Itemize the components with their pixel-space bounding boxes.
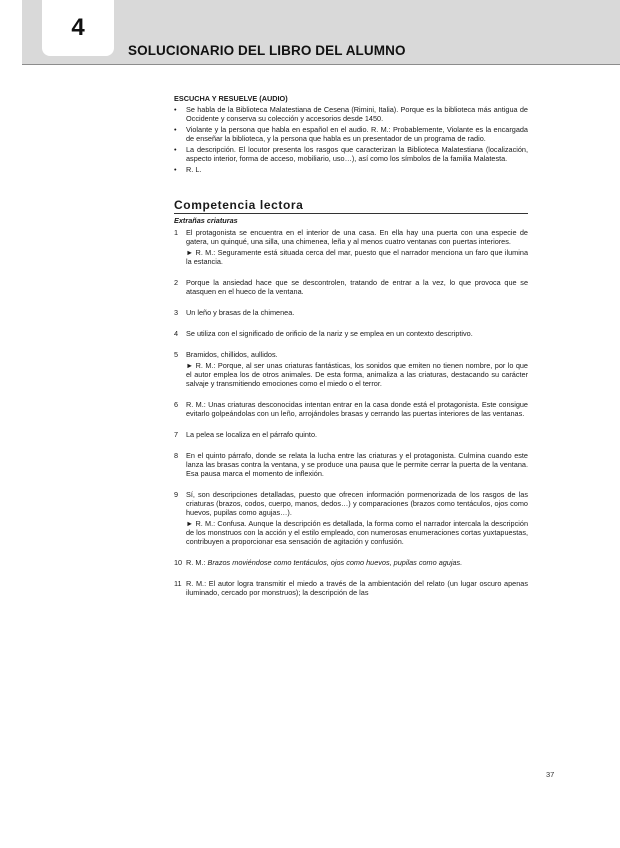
list-item: • La descripción. El locutor presenta los rasgos que caracterizan la Biblioteca Malatestiana (localización, aspecto interior, forma de acceso, mobiliario, uso…), así como los símbolos de la familia Malatesta. xyxy=(174,145,528,163)
answer-number: 1 xyxy=(174,228,179,237)
answer-number: 4 xyxy=(174,329,179,338)
chapter-number: 4 xyxy=(42,0,114,56)
answer-text: R. M.: Unas criaturas desconocidas intentan entrar en la casa donde está el protagonista. Este consigue evitarlo golpeándolas con un leño, arrojándoles brasas y cerrando las puertas interiores de las ventanas. xyxy=(186,400,528,418)
answer-text: ► R. M.: Porque, al ser unas criaturas fantásticas, los sonidos que emiten no tienen nombre, por lo que el autor emplea los de otros animales. De esta forma, animaliza a las criaturas, destacando su carácter salvaje y transmitiendo emociones como el miedo o el terror. xyxy=(186,361,528,388)
answer-text: En el quinto párrafo, donde se relata la lucha entre las criaturas y el protagonista. Culmina cuando este lanza las brasas contra la ventana, y se produce una pausa que le permite cerrar la puerta de la ventana. Esa pausa marca el momento de inflexión. xyxy=(186,451,528,478)
answer-item-1 xyxy=(174,228,528,266)
answer-quote: Brazos moviéndose como tentáculos, ojos como huevos, pupilas como agujas. xyxy=(207,558,463,567)
answer-item-4 xyxy=(174,329,528,338)
answer-number: 6 xyxy=(174,400,179,409)
answer-number: 5 xyxy=(174,350,179,359)
page-content xyxy=(174,94,528,597)
page-number: 37 xyxy=(546,770,555,779)
answer-item-5 xyxy=(174,350,528,388)
answer-item-6 xyxy=(174,400,528,418)
answer-text: Bramidos, chillidos, aullidos. xyxy=(186,350,278,359)
list-item: • Se habla de la Biblioteca Malatestiana de Cesena (Rimini, Italia). Porque es la biblioteca más antigua de Occidente y conserva su colección y accesorios desde 1450. xyxy=(174,105,528,123)
answer-text: El protagonista se encuentra en el interior de una casa. En ella hay una puerta con una especie de gatera, un quinqué, una silla, una chimenea, leña y al menos cuatro ventanas con puertas interiores. xyxy=(186,228,528,246)
answer-item-2 xyxy=(174,278,528,296)
answer-number: 2 xyxy=(174,278,179,287)
answer-text: ► R. M.: Seguramente está situada cerca del mar, puesto que el narrador menciona un faro que ilumina la estancia. xyxy=(186,248,528,266)
answer-item-11 xyxy=(174,579,528,597)
list-item: • Violante y la persona que habla en español en el audio. R. M.: Probablemente, Violante es la encargada de enseñar la biblioteca, y la persona que habla es un presentador de un programa de radio. xyxy=(174,125,528,143)
answer-text: R. M.: El autor logra transmitir el miedo a través de la ambientación del relato (un lugar oscuro apenas iluminado, cercado por monstruos); la descripción de las xyxy=(186,579,528,597)
answer-number: 9 xyxy=(174,490,179,499)
section-title: Competencia lectora xyxy=(174,198,528,214)
answer-number: 11 xyxy=(174,579,182,588)
header-title: SOLUCIONARIO DEL LIBRO DEL ALUMNO xyxy=(128,43,406,58)
audio-section-heading: ESCUCHA Y RESUELVE (AUDIO) xyxy=(174,94,288,103)
answer-item-9 xyxy=(174,490,528,546)
answer-text: Se utiliza con el significado de orificio de la nariz y se emplea en un contexto descriptivo. xyxy=(186,329,473,338)
audio-bullet-list xyxy=(174,105,528,174)
answer-text: ► R. M.: Confusa. Aunque la descripción es detallada, la forma como el narrador intercala la descripción de los monstruos con la acción y el estilo empleado, con numerosas enumeraciones cortas yuxtapuestas, contribuyen a proporcionar esa sensación de agitación y confusión. xyxy=(186,519,528,546)
answer-number: 10 xyxy=(174,558,183,567)
answer-prefix: R. M.: xyxy=(186,558,208,567)
answer-number: 7 xyxy=(174,430,179,439)
answer-number: 3 xyxy=(174,308,179,317)
answer-text xyxy=(186,558,528,567)
list-item: • R. L. xyxy=(174,165,528,174)
answer-text: Porque la ansiedad hace que se descontrolen, tratando de entrar a la vez, lo que provoca que se atasquen en el hueco de la ventana. xyxy=(186,278,528,296)
answer-text: La pelea se localiza en el párrafo quinto. xyxy=(186,430,318,439)
answer-text: Un leño y brasas de la chimenea. xyxy=(186,308,295,317)
section-subtitle: Extrañas criaturas xyxy=(174,216,238,225)
answer-item-8 xyxy=(174,451,528,478)
answer-number: 8 xyxy=(174,451,179,460)
answer-text: Sí, son descripciones detalladas, puesto que ofrecen información pormenorizada de los rasgos de las criaturas (brazos, codos, cuerpo, manos, dedos…) y comparaciones (brazos como tentáculos, ojos como huevos, pupilas como agujas…). xyxy=(186,490,528,517)
answer-item-10 xyxy=(174,558,528,567)
answer-item-7 xyxy=(174,430,528,439)
answer-item-3 xyxy=(174,308,528,317)
